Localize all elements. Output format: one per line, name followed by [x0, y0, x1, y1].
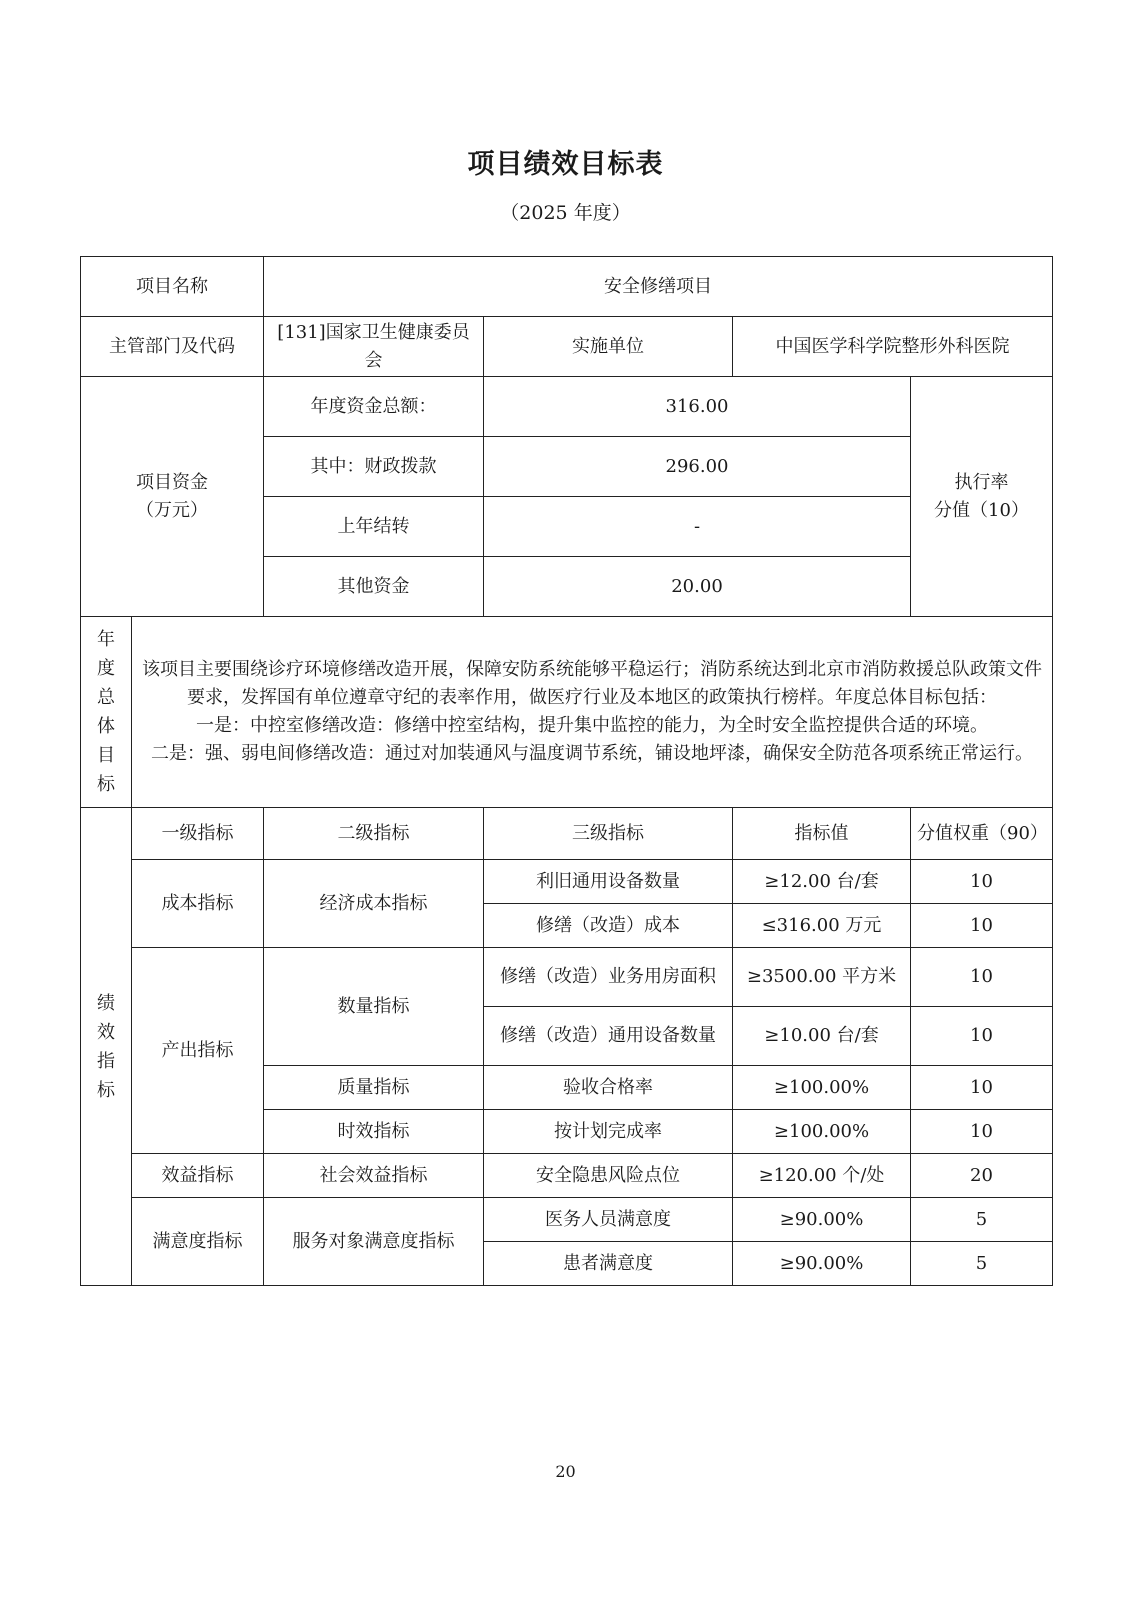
indicator-name: 患者满意度: [484, 1242, 733, 1286]
annual-goal-row: [81, 617, 1053, 808]
funds-total-label: 年度资金总额：: [264, 377, 484, 437]
header-value: 指标值: [733, 808, 911, 860]
page-number: 20: [555, 1462, 576, 1481]
annual-goal-label: [81, 617, 132, 808]
indicator-weight: 10: [911, 1110, 1053, 1154]
level1-satisfaction: 满意度指标: [132, 1198, 264, 1286]
level2-economic-cost: 经济成本指标: [264, 860, 484, 948]
header-level1: 一级指标: [132, 808, 264, 860]
document-title: 项目绩效目标表: [467, 149, 664, 180]
funds-label-line2: （万元）: [136, 499, 208, 521]
funds-total-value: 316.00: [484, 377, 911, 437]
indicator-value: ≥120.00 个/处: [733, 1154, 911, 1198]
level2-quantity: 数量指标: [264, 948, 484, 1066]
performance-goal-table: [80, 256, 1053, 1286]
level2-social-benefit: 社会效益指标: [264, 1154, 484, 1198]
execution-rate-line1: 执行率: [954, 471, 1009, 493]
funds-other-label: 其他资金: [264, 557, 484, 617]
level2-service-satisfaction: 服务对象满意度指标: [264, 1198, 484, 1286]
indicator-name: 修缮（改造）成本: [484, 904, 733, 948]
level2-timeliness: 时效指标: [264, 1110, 484, 1154]
table-row: [81, 1198, 1053, 1242]
indicator-weight: 10: [911, 1007, 1053, 1066]
indicator-value: ≤316.00 万元: [733, 904, 911, 948]
indicator-weight: 10: [911, 948, 1053, 1007]
indicator-value: ≥10.00 台/套: [733, 1007, 911, 1066]
funds-total-row: [81, 377, 1053, 437]
table-row: [81, 948, 1053, 1007]
execution-rate-line2: 分值（10）: [934, 499, 1029, 521]
indicator-header-row: [81, 808, 1053, 860]
header-level3: 三级指标: [484, 808, 733, 860]
indicator-name: 利旧通用设备数量: [484, 860, 733, 904]
funds-fiscal-label: 其中：财政拨款: [264, 437, 484, 497]
indicator-value: ≥3500.00 平方米: [733, 948, 911, 1007]
funds-carryover-value: -: [484, 497, 911, 557]
indicator-value: ≥90.00%: [733, 1198, 911, 1242]
indicator-value: ≥90.00%: [733, 1242, 911, 1286]
annual-goal-paragraph: 二是：强、弱电间修缮改造：通过对加装通风与温度调节系统，铺设地坪漆，确保安全防范各项系统正常运行。: [151, 743, 1033, 764]
indicator-value: ≥12.00 台/套: [733, 860, 911, 904]
indicator-name: 修缮（改造）通用设备数量: [484, 1007, 733, 1066]
indicator-name: 按计划完成率: [484, 1110, 733, 1154]
project-name-label: 项目名称: [81, 257, 264, 317]
department-row: [81, 317, 1053, 377]
department-label: 主管部门及代码: [81, 317, 264, 377]
header-level2: 二级指标: [264, 808, 484, 860]
funds-other-value: 20.00: [484, 557, 911, 617]
annual-goal-text: [132, 617, 1053, 808]
department-value: [131]国家卫生健康委员会: [264, 317, 484, 377]
indicator-weight: 5: [911, 1198, 1053, 1242]
indicator-weight: 20: [911, 1154, 1053, 1198]
indicators-section-label: [81, 808, 132, 1286]
funds-label: [81, 377, 264, 617]
table-row: [81, 1154, 1053, 1198]
project-name-row: [81, 257, 1053, 317]
indicator-name: 修缮（改造）业务用房面积: [484, 948, 733, 1007]
level1-cost: 成本指标: [132, 860, 264, 948]
implementing-unit-value: 中国医学科学院整形外科医院: [733, 317, 1053, 377]
indicator-weight: 10: [911, 860, 1053, 904]
annual-goal-label-text: 年度总体目标: [97, 629, 115, 795]
project-name-value: 安全修缮项目: [264, 257, 1053, 317]
indicators-section-label-text: 绩效指标: [97, 992, 115, 1101]
implementing-unit-label: 实施单位: [484, 317, 733, 377]
indicator-weight: 5: [911, 1242, 1053, 1286]
annual-goal-paragraph: 该项目主要围绕诊疗环境修缮改造开展，保障安防系统能够平稳运行；消防系统达到北京市消防救援总队政策文件要求，发挥国有单位遵章守纪的表率作用，做医疗行业及本地区的政策执行榜样。年度总体目标包括：: [142, 659, 1042, 708]
indicator-weight: 10: [911, 904, 1053, 948]
annual-goal-paragraph: 一是：中控室修缮改造：修缮中控室结构，提升集中监控的能力，为全时安全监控提供合适的环境。: [196, 715, 988, 736]
indicator-value: ≥100.00%: [733, 1066, 911, 1110]
execution-rate-score: [911, 377, 1053, 617]
document-subtitle: （2025 年度）: [500, 202, 631, 224]
indicator-name: 医务人员满意度: [484, 1198, 733, 1242]
indicator-name: 安全隐患风险点位: [484, 1154, 733, 1198]
header-weight: 分值权重（90）: [911, 808, 1053, 860]
funds-carryover-label: 上年结转: [264, 497, 484, 557]
table-row: [81, 860, 1053, 904]
level2-quality: 质量指标: [264, 1066, 484, 1110]
level1-output: 产出指标: [132, 948, 264, 1154]
funds-label-line1: 项目资金: [136, 471, 208, 493]
indicator-name: 验收合格率: [484, 1066, 733, 1110]
funds-fiscal-value: 296.00: [484, 437, 911, 497]
indicator-weight: 10: [911, 1066, 1053, 1110]
level1-benefit: 效益指标: [132, 1154, 264, 1198]
indicator-value: ≥100.00%: [733, 1110, 911, 1154]
